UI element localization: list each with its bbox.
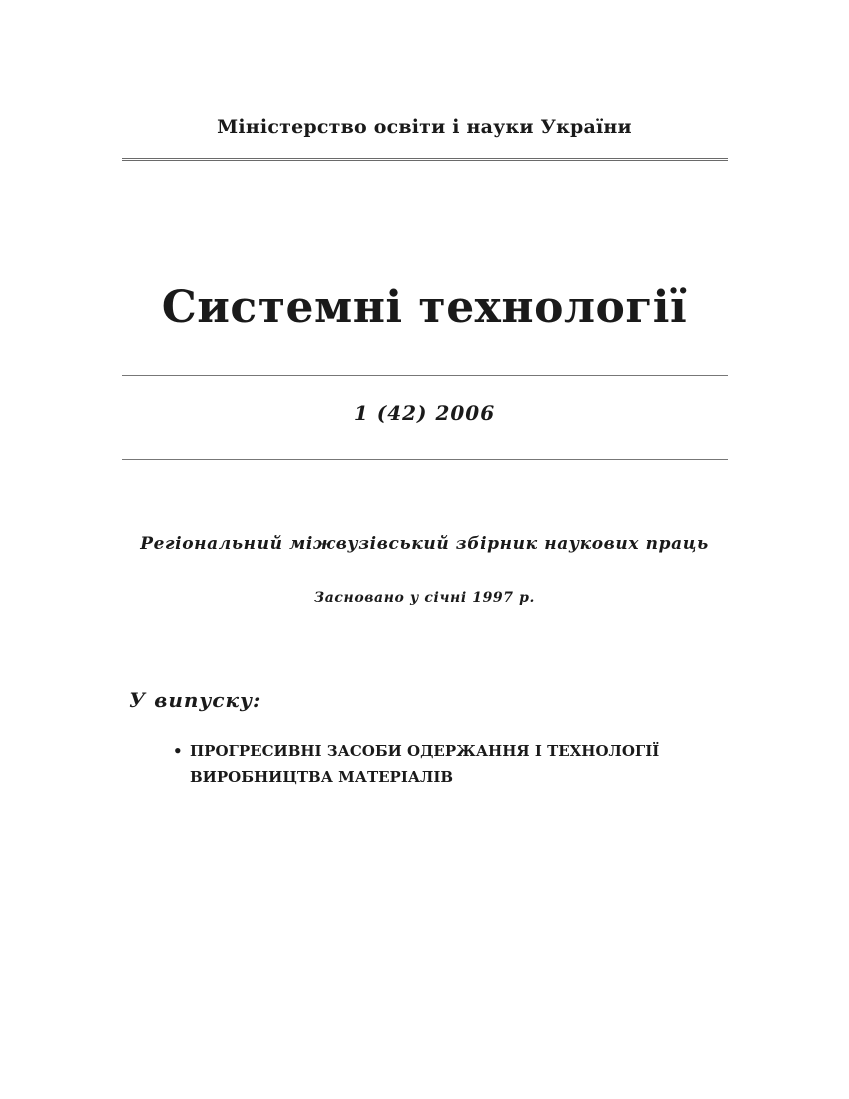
topic-list [173, 738, 733, 790]
topic-item [173, 738, 733, 790]
founded-date: Засновано у січні 1997 р. [314, 590, 535, 606]
issue-divider-bottom [122, 459, 728, 460]
bullet-icon: • [173, 742, 183, 760]
issue-number: 1 (42) 2006 [353, 401, 496, 425]
ministry-name: Міністерство освіти і науки України [217, 116, 632, 138]
issue-divider-top [122, 375, 728, 376]
journal-subtitle: Регіональний міжвузівський збірник наукових праць [140, 534, 709, 554]
topic-line-1: ПРОГРЕСИВНІ ЗАСОБИ ОДЕРЖАННЯ І ТЕХНОЛОГІЇ [190, 742, 660, 760]
topic-line-2: ВИРОБНИЦТВА МАТЕРІАЛІВ [190, 768, 454, 786]
header-divider [122, 158, 728, 161]
journal-title: Системні технології [161, 282, 688, 333]
in-issue-label: У випуску: [129, 688, 262, 712]
